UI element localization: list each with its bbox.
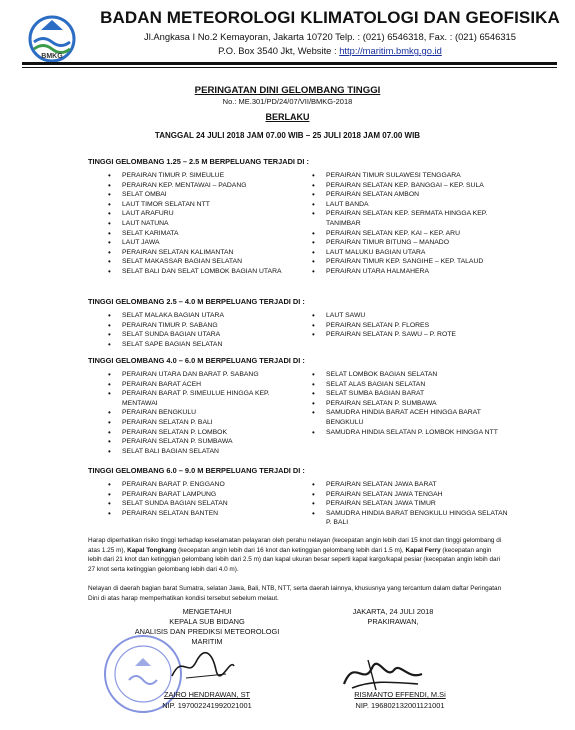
website-link[interactable]: http://maritim.bmkg.go.id [339, 45, 442, 56]
notice-text: (kecepatan angin lebih dari 21 knot dan ketinggian gelombang lebih dari 2.5 m) dan kapal ukuran besar seperti kapal kargo/kapal pesiar (kecepatan angin lebih dari 27 knot serta ketinggian gelombang lebih dari 4.0 m). [88, 546, 501, 573]
agency-name: BADAN METEOROLOGI KLIMATOLOGI DAN GEOFISIKA [100, 8, 560, 27]
list-item: • SELAT BALI DAN SELAT LOMBOK BAGIAN UTARA [108, 267, 300, 277]
list-item: • PERAIRAN TIMUR P. SABANG [108, 321, 300, 331]
list-item: • LAUT NATUNA [108, 219, 300, 229]
signer-nip-right: NIP. 196802132001121001 [355, 701, 445, 710]
list-item: • PERAIRAN SELATAN P. FLORES [312, 321, 512, 331]
position-line: ANALISIS DAN PREDIKSI METEOROLOGI [134, 627, 280, 636]
agency-address: Jl.Angkasa I No.2 Kemayoran, Jakarta 10720 Telp. : (021) 6546318, Fax. : (021) 6546315 [144, 31, 516, 42]
list-item: • PERAIRAN SELATAN P. BALI [108, 418, 300, 428]
area-list-left [108, 311, 300, 349]
notice-text: (kecepatan angin lebih dari 16 knot dan ketinggian gelombang lebih dari 1.5 m), [176, 546, 406, 554]
validity-heading: BERLAKU [265, 112, 310, 122]
place-date: JAKARTA, 24 JULI 2018 [352, 607, 434, 616]
area-list-right [312, 311, 512, 340]
list-item: • SAMUDRA HINDIA BARAT BENGKULU HINGGA SELATAN P. BALI [312, 509, 512, 528]
area-list-left [108, 480, 300, 518]
list-item: • PERAIRAN SELATAN P. SUMBAWA [108, 437, 300, 447]
list-item: • LAUT ARAFURU [108, 209, 300, 219]
list-item: • PERAIRAN UTARA DAN BARAT P. SABANG [108, 370, 300, 380]
list-item: • PERAIRAN SELATAN P. LOMBOK [108, 428, 300, 438]
document-title: PERINGATAN DINI GELOMBANG TINGGI [194, 85, 381, 96]
list-item: • LAUT MALUKU BAGIAN UTARA [312, 248, 512, 258]
list-item: • PERAIRAN SELATAN JAWA TENGAH [312, 490, 512, 500]
list-item: • LAUT TIMOR SELATAN NTT [108, 200, 300, 210]
agency-pobox [95, 45, 565, 56]
list-item: • SELAT SAPE BAGIAN SELATAN [108, 340, 300, 350]
fisherman-notice: Nelayan di daerah bagian barat Sumatra, selatan Jawa, Bali, NTB, NTT, serta daerah lainnya, khususnya yang tercantum dalam daftar Peringatan Dini di atas harap memperhatikan kondisi tersebut sebelum melaut. [88, 585, 502, 602]
list-item: • PERAIRAN TIMUR KEP. SANGIHE – KEP. TALAUD [312, 257, 512, 267]
list-item: • PERAIRAN UTARA HALMAHERA [312, 267, 512, 277]
list-item: • PERAIRAN TIMUR P. SIMEULUE [108, 171, 300, 181]
area-list-left [108, 171, 300, 277]
area-list-left [108, 370, 300, 456]
notice-emphasis: Kapal Tongkang [127, 546, 177, 554]
list-item: • SELAT BALI BAGIAN SELATAN [108, 447, 300, 457]
list-item: • PERAIRAN TIMUR SULAWESI TENGGARA [312, 171, 512, 181]
list-item: • PERAIRAN TIMUR BITUNG – MANADO [312, 238, 512, 248]
signer-name-right: RISMANTO EFFENDI, M.Si [354, 690, 446, 699]
list-item: • LAUT JAWA [108, 238, 300, 248]
list-item: • SAMUDRA HINDIA BARAT ACEH HINGGA BARAT BENGKULU [312, 408, 512, 427]
safety-notice [88, 536, 506, 574]
signer-nip-left: NIP. 197002241992021001 [162, 701, 252, 710]
list-item: • PERAIRAN SELATAN JAWA BARAT [312, 480, 512, 490]
list-item: • SELAT MAKASSAR BAGIAN SELATAN [108, 257, 300, 267]
list-item: • PERAIRAN BENGKULU [108, 408, 300, 418]
section-heading: TINGGI GELOMBANG 6.0 – 9.0 M BERPELUANG TERJADI DI : [88, 466, 305, 475]
header-rule-thin [22, 67, 557, 68]
list-item: • SELAT KARIMATA [108, 229, 300, 239]
list-item: • PERAIRAN SELATAN P. SUMBAWA [312, 399, 512, 409]
list-item: • PERAIRAN SELATAN P. SAWU – P. ROTE [312, 330, 512, 340]
notice-emphasis: Kapal Ferry [405, 546, 441, 554]
logo-label: BMKG [41, 53, 63, 60]
validity-period: TANGGAL 24 JULI 2018 JAM 07.00 WIB – 25 JULI 2018 JAM 07.00 WIB [154, 131, 421, 140]
section-heading: TINGGI GELOMBANG 1.25 – 2.5 M BERPELUANG TERJADI DI : [88, 157, 309, 166]
section-heading: TINGGI GELOMBANG 2.5 – 4.0 M BERPELUANG TERJADI DI : [88, 297, 305, 306]
role-label: PRAKIRAWAN, [367, 617, 419, 626]
acknowledge-label: MENGETAHUI [182, 607, 232, 616]
list-item: • PERAIRAN BARAT LAMPUNG [108, 490, 300, 500]
list-item: • PERAIRAN SELATAN KEP. SERMATA HINGGA KEP. TANIMBAR [312, 209, 512, 228]
list-item: • PERAIRAN SELATAN KEP. BANGGAI – KEP. SULA [312, 181, 512, 191]
header-rule-thick [22, 62, 557, 65]
list-item: • SELAT ALAS BAGIAN SELATAN [312, 380, 512, 390]
list-item: • PERAIRAN SELATAN AMBON [312, 190, 512, 200]
section-heading: TINGGI GELOMBANG 4.0 – 6.0 M BERPELUANG TERJADI DI : [88, 356, 305, 365]
area-list-right [312, 480, 512, 528]
list-item: • PERAIRAN BARAT ACEH [108, 380, 300, 390]
list-item: • SAMUDRA HINDIA SELATAN P. LOMBOK HINGGA NTT [312, 428, 512, 438]
position-line: MARITIM [191, 637, 223, 646]
list-item: • PERAIRAN SELATAN KEP. KAI – KEP. ARU [312, 229, 512, 239]
list-item: • PERAIRAN SELATAN JAWA TIMUR [312, 499, 512, 509]
list-item: • PERAIRAN KEP. MENTAWAI – PADANG [108, 181, 300, 191]
document-number: No.: ME.301/PD/24/07/VII/BMKG-2018 [222, 97, 353, 106]
signer-name-left: ZAIRO HENDRAWAN, ST [163, 690, 251, 699]
signature-block-right [318, 607, 468, 627]
list-item: • SELAT SUNDA BAGIAN UTARA [108, 330, 300, 340]
area-list-right [312, 171, 512, 277]
signature-left-icon [168, 648, 238, 684]
list-item: • PERAIRAN BARAT P. ENGGANO [108, 480, 300, 490]
list-item: • LAUT SAWU [312, 311, 512, 321]
list-item: • SELAT SUNDA BAGIAN SELATAN [108, 499, 300, 509]
list-item: • SELAT SUMBA BAGIAN BARAT [312, 389, 512, 399]
list-item: • PERAIRAN SELATAN BANTEN [108, 509, 300, 519]
list-item: • PERAIRAN SELATAN KALIMANTAN [108, 248, 300, 258]
pobox-text: P.O. Box 3540 Jkt, Website : [218, 45, 340, 56]
position-line: KEPALA SUB BIDANG [169, 617, 245, 626]
list-item: • SELAT MALAKA BAGIAN UTARA [108, 311, 300, 321]
list-item: • SELAT LOMBOK BAGIAN SELATAN [312, 370, 512, 380]
list-item: • PERAIRAN BARAT P. SIMEULUE HINGGA KEP. MENTAWAI [108, 389, 300, 408]
notice-text: Harap diperhatikan risiko tinggi terhadap keselamatan pelayaran oleh perahu nelayan (kecepatan angin lebih dari 15 knot dan tinggi gelombang di atas 1.25 m), [88, 537, 502, 554]
list-item: • LAUT BANDA [312, 200, 512, 210]
area-list-right [312, 370, 512, 437]
list-item: • SELAT OMBAI [108, 190, 300, 200]
